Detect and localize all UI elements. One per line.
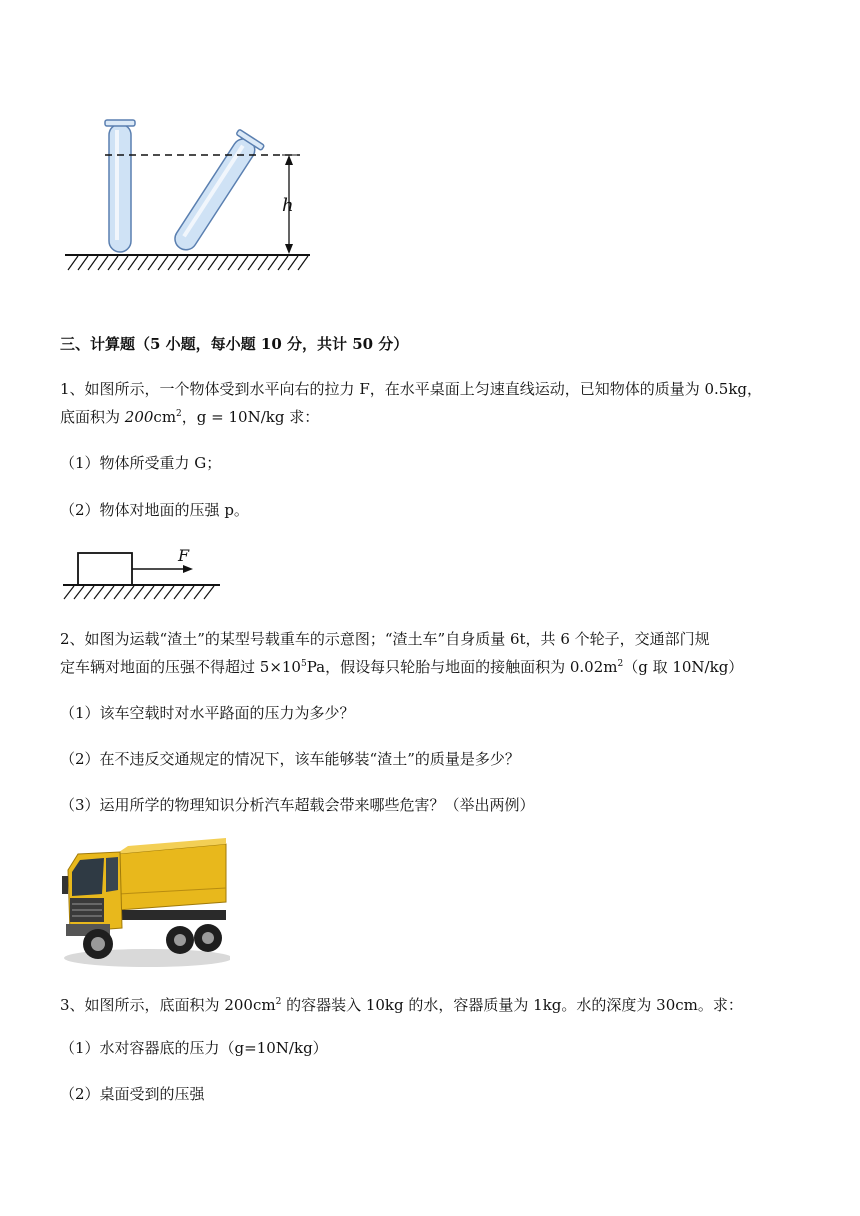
q3-sub2: （2）桌面受到的压强: [60, 1085, 205, 1103]
ground-hatching: [63, 585, 220, 599]
force-arrow: [132, 565, 193, 573]
test-tubes-figure: [60, 110, 320, 275]
force-label: F: [178, 546, 190, 565]
block-force-figure: [60, 545, 225, 603]
q2-line2: 定车辆对地面的压强不得超过 $5\times 10^5Pa$，假设每只轮胎与地面的接触面积为 $0.02m^2(g$ 取 10N/kg）: [60, 658, 744, 676]
q1-line1: 1、如图所示，一个物体受到水平向右的拉力 F，在水平桌面上匀速直线运动，已知物体的质量为 0.5kg，: [60, 380, 763, 398]
section-heading: 三、计算题（5 小题，每小题 10 分，共计 50 分）: [60, 335, 409, 353]
q2-sub1: （1）该车空载时对水平路面的压力为多少？: [60, 704, 355, 722]
q2-sub3: （3）运用所学的物理知识分析汽车超载会带来哪些危害？（举出两例）: [60, 796, 535, 814]
q3-sub1: （1）水对容器底的压力（g=10N/kg）: [60, 1039, 328, 1057]
q3-line1: 3、如图所示，底面积为 $200cm^2$ 的容器装入 10kg 的水，容器质量为 1kg。水的深度为 30cm。求：: [60, 996, 743, 1014]
q2-sub2: （2）在不违反交通规定的情况下，该车能够装“渣土”的质量是多少？: [60, 750, 520, 768]
height-label: h: [282, 195, 294, 216]
vertical-test-tube: [105, 120, 135, 252]
block: [78, 553, 132, 585]
q1-sub2: （2）物体对地面的压强 p。: [60, 501, 249, 519]
ground-hatching: [65, 255, 310, 270]
q1-sub1: （1）物体所受重力 G；: [60, 454, 222, 472]
q1-line2: 底面积为 $200cm^2$，g = 10N/kg 求：: [60, 408, 320, 426]
dump-truck-image: [58, 836, 230, 968]
q2-line1: 2、如图为运载“渣土”的某型号载重车的示意图；“渣土车”自身质量 6t，共 6 个轮子，交通部门规: [60, 630, 710, 648]
tilted-test-tube: [167, 129, 264, 256]
